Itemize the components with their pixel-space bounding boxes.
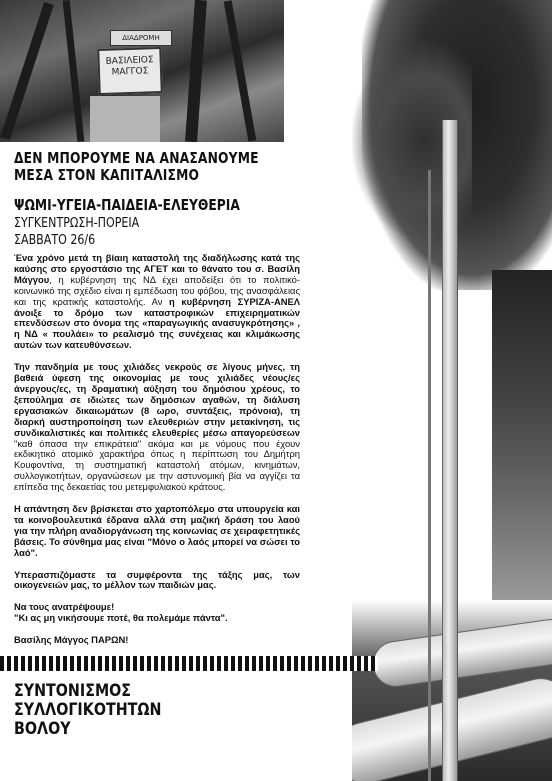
factory-chimney: [442, 120, 458, 781]
hillside: [492, 270, 552, 600]
organization-name: [14, 682, 232, 739]
sign-line: ΒΑΣΙΛΕΙΟΣ: [105, 55, 154, 67]
bold-text: Την πανδημία με τους χιλιάδες νεκρούς σε λίγους μήνες, τη βαθειά ύφεση της οικονομίας με τους χιλιάδες νέους/ες άνεργους/ες, τη δραματική αύξηση του δημόσιου χρέους, το ξεπούλημα σε ιδιώτες των δημόσιων αγαθών, τη διάλυση εργασιακών δικαιωμάτων (8 ωρο, συντάξεις, πρόνοια), τη διαρκή αυστηροποίηση των ελευθεριών στην μετακίνηση, τις συνδικαλιστικές και πολιτικές ελευθερίες μέσω απαγορεύσεων: [14, 361, 300, 438]
event-date: ΣΑΒΒΑΤΟ 26/6: [14, 232, 96, 248]
slogan: ΨΩΜΙ-ΥΓΕΙΑ-ΠΑΙΔΕΙΑ-ΕΛΕΥΘΕΡΙΑ: [14, 196, 240, 214]
headline-line: ΔΕΝ ΜΠΟΡΟΥΜΕ ΝΑ ΑΝΑΣΑΝΟΥΜΕ: [14, 149, 259, 167]
header-photo: [0, 0, 284, 142]
side-photo: [352, 0, 552, 781]
tree-trunk: [63, 0, 85, 142]
org-line: ΒΟΛΟΥ: [14, 719, 71, 739]
tree-trunk: [0, 2, 53, 140]
lamp-post: [428, 170, 431, 781]
headline: [14, 150, 293, 184]
striped-divider: [0, 656, 378, 671]
paragraph: [14, 602, 300, 624]
direction-sign: ΔΙΑΔΡΟΜΗ: [110, 30, 172, 46]
bold-text: Ένα χρόνο μετά τη βίαιη καταστολή της διαδήλωσης κατά της καύσης στο εργοστάσιο της ΑΓΕΤ και το θάνατο του σ. Βασίλη Μάγγου: [14, 252, 300, 285]
bold-text: η κυβέρνηση ΣΥΡΙΖΑ-ΑΝΕΛ άνοιξε το δρόμο των καταστροφικών επιχειρηματικών επενδύσεων στο όνομα της «παραγωγικής ανασυγκρότησης» , η ΝΔ « πουλάει» το ρεαλισμό της συνέχειας και κλιμάκωσης αυτών των κατευθύνσεων.: [14, 295, 300, 351]
quote-line: "Κι ας μη νικήσουμε ποτέ, θα πολεμάμε πάντα".: [14, 612, 228, 624]
body-text: [14, 253, 300, 646]
event-info: [14, 215, 293, 249]
memorial-wall: [90, 96, 160, 142]
slogan-line: Να τους ανατρέψουμε!: [14, 601, 115, 613]
event-type: ΣΥΓΚΕΝΤΡΩΣΗ-ΠΟΡΕΙΑ: [14, 215, 140, 231]
org-line: ΣΥΝΤΟΝΙΣΜΟΣ: [14, 681, 132, 701]
text: "καθ όπασα την επικράτεια" ακόμα και με νόμους που έχουν εκδικητικό ατομικό χαρακτήρα όπως η περίπτωση του Δημήτρη Κουφοντίνα, τη συστηματική καταστολή ατόμων, κινημάτων, συλλογικοτήτων, οργανώσεων με την αστυνομική βία να αγγίζει τα επίπεδα της δεκαετίας του μετεμφυλιακού κράτους.: [14, 437, 300, 493]
paragraph: Υπερασπιζόμαστε τα συμφέροντα της τάξης μας, των οικογενειών μας, το μέλλον των παιδιών μας.: [14, 568, 300, 591]
sign-off: Βασίλης Μάγγος ΠΑΡΩΝ!: [14, 634, 129, 646]
org-line: ΣΥΛΛΟΓΙΚΟΤΗΤΩΝ: [14, 700, 162, 720]
sign-line: ΜΑΓΓΟΣ: [111, 66, 149, 78]
tree-trunk: [224, 0, 257, 141]
paragraph: [14, 362, 300, 493]
tree-trunk: [185, 0, 207, 142]
paragraph: [14, 253, 300, 351]
paragraph: Η απάντηση δεν βρίσκεται στο χαρτοπόλεμο στα υπουργεία και τα κοινοβουλευτικά έδρανα αλλά στη μαζική δράση του λαού για την πλήρη αναδιοργάνωση της κοινωνίας σε χειραφετητικές βάσεις. Το σύνθημα μας είναι "Μόνο ο λαός μπορεί να σώσει το λαό".: [14, 503, 300, 558]
text: , η κυβέρνηση της ΝΔ έχει αποδείξει ότι το πολιτικό-κοινωνικό της σχέδιο είναι η εμπέδωση του φόβου, της ανασφάλειας και της κρατικής καταστολής. Αν: [14, 273, 300, 307]
headline-line: ΜΕΣΑ ΣΤΟΝ ΚΑΠΙΤΑΛΙΣΜΟ: [14, 166, 200, 184]
memorial-sign: [97, 47, 163, 95]
